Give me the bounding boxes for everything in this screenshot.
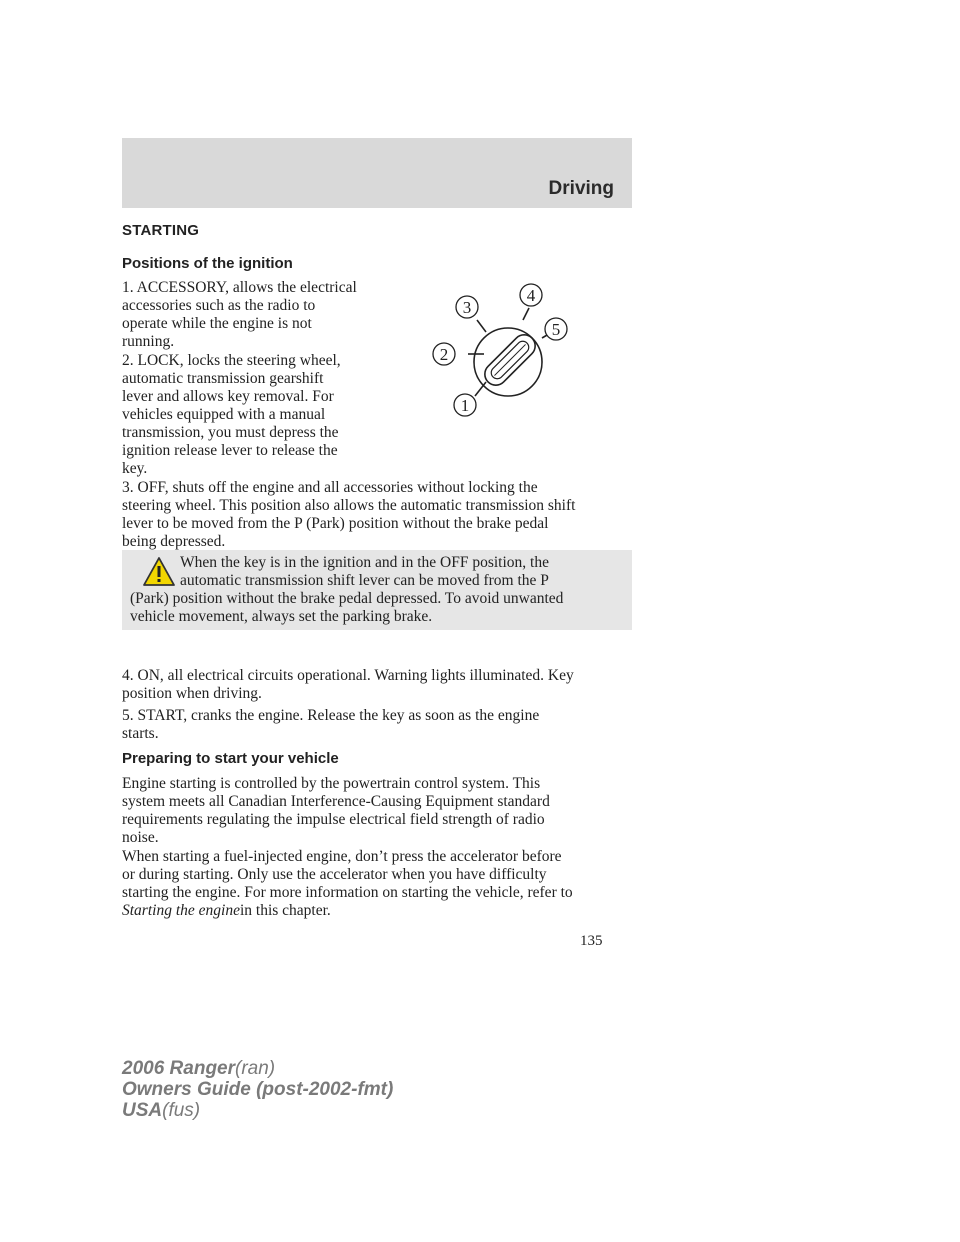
text-line: key. <box>122 460 148 477</box>
section-header-band <box>122 138 632 208</box>
text-line: requirements regulating the impulse electrical field strength of radio <box>122 811 545 828</box>
text-line: steering wheel. This position also allows the automatic transmission shift <box>122 497 576 514</box>
text-line: 2. LOCK, locks the steering wheel, <box>122 352 341 369</box>
subheading-preparing: Preparing to start your vehicle <box>122 750 339 767</box>
text-line: noise. <box>122 829 159 846</box>
callout-2-label: 2 <box>439 345 449 364</box>
text-line: lever and allows key removal. For <box>122 388 334 405</box>
text-line: (Park) position without the brake pedal depressed. To avoid unwanted <box>130 590 564 607</box>
text-line: 5. START, cranks the engine. Release the key as soon as the engine <box>122 707 540 724</box>
footer-model: 2006 Ranger <box>122 1058 236 1079</box>
footer-line-3 <box>122 1100 393 1121</box>
paragraph-fuel-injected <box>122 848 642 920</box>
text-line: 1. ACCESSORY, allows the electrical <box>122 279 357 296</box>
callout-3-label: 3 <box>462 298 472 317</box>
ignition-position-2 <box>122 352 412 478</box>
text-line: operate while the engine is not <box>122 315 312 332</box>
text-line: accessories such as the radio to <box>122 297 316 314</box>
footer-market-code: (fus) <box>162 1100 201 1121</box>
text-line: position when driving. <box>122 685 262 702</box>
text-line: system meets all Canadian Interference-Causing Equipment standard <box>122 793 550 810</box>
footer-line-1 <box>122 1058 393 1079</box>
ignition-position-3 <box>122 479 642 551</box>
section-title: Driving <box>548 178 614 199</box>
text-line: When the key is in the ignition and in the OFF position, the <box>180 554 549 571</box>
text-line: starting the engine. For more information on starting the vehicle, refer to <box>122 884 573 901</box>
text-line: Engine starting is controlled by the powertrain control system. This <box>122 775 541 792</box>
text-line: 4. ON, all electrical circuits operational. Warning lights illuminated. Key <box>122 667 574 684</box>
subheading-positions: Positions of the ignition <box>122 255 293 272</box>
text-line: running. <box>122 333 175 350</box>
callout-1-label: 1 <box>460 396 470 415</box>
text-line: vehicle movement, always set the parking brake. <box>130 608 433 625</box>
page-heading: STARTING <box>122 222 200 239</box>
text-line: 3. OFF, shuts off the engine and all accessories without locking the <box>122 479 538 496</box>
ignition-position-5 <box>122 707 642 743</box>
ignition-diagram <box>428 282 568 422</box>
warning-box <box>122 550 632 630</box>
page-number: 135 <box>580 933 603 949</box>
text-line: automatic transmission gearshift <box>122 370 324 387</box>
callout-5-label: 5 <box>551 320 561 339</box>
callout-4-label: 4 <box>526 286 536 305</box>
warning-text-full <box>130 590 630 626</box>
text-line: starts. <box>122 725 159 742</box>
tick-1 <box>475 382 486 396</box>
text-line: vehicles equipped with a manual <box>122 406 326 423</box>
ignition-position-4 <box>122 667 642 703</box>
text-line: automatic transmission shift lever can be moved from the P <box>180 572 549 589</box>
text-line: or during starting. Only use the accelerator when you have difficulty <box>122 866 547 883</box>
warning-triangle-icon <box>142 556 176 588</box>
tick-3 <box>477 320 486 332</box>
footer-market: USA <box>122 1100 163 1121</box>
text-line: ignition release lever to release the <box>122 442 338 459</box>
footer-model-code: (ran) <box>235 1058 276 1079</box>
document-footer <box>122 1058 393 1121</box>
paragraph-powertrain <box>122 775 642 847</box>
warning-text-indented <box>180 554 630 590</box>
footer-line-2 <box>122 1079 393 1100</box>
text-line: transmission, you must depress the <box>122 424 339 441</box>
cross-reference-link[interactable]: Starting the engine <box>122 902 240 919</box>
text-line <box>122 902 642 920</box>
text-line: lever to be moved from the P (Park) position without the brake pedal <box>122 515 549 532</box>
text-span: in this chapter. <box>239 902 331 919</box>
ignition-position-1 <box>122 279 412 351</box>
text-line: being depressed. <box>122 533 226 550</box>
text-line: When starting a fuel-injected engine, don’t press the accelerator before <box>122 848 562 865</box>
footer-guide-format: Owners Guide (post-2002-fmt) <box>122 1079 394 1100</box>
tick-4 <box>523 308 529 320</box>
